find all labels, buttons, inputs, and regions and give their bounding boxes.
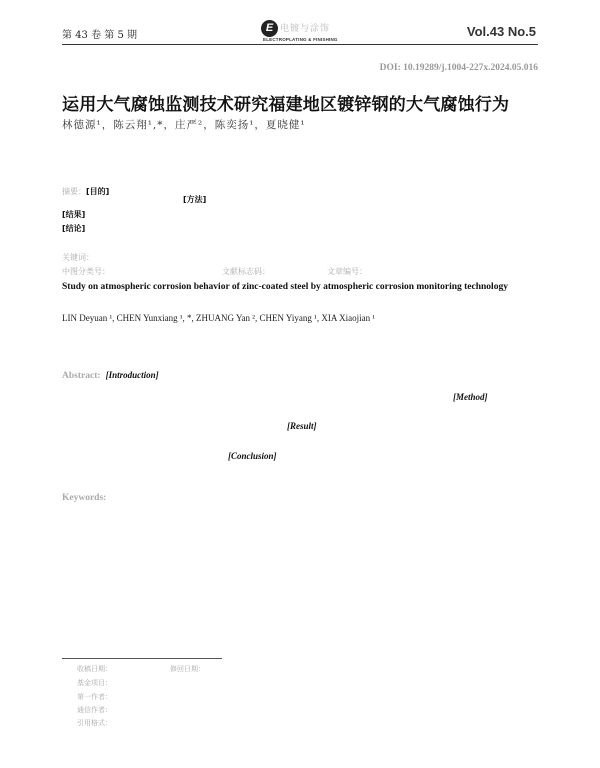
footnote-divider [62,658,222,659]
paper-title-en: Study on atmospheric corrosion behavior of zinc-coated steel by atmospheric corrosion monitoring technology [62,282,508,292]
abstract-cn-purpose: [目的] [86,187,110,196]
clc-label: 中图分类号： [62,267,110,276]
keywords-cn-label: 关键词： [62,253,94,262]
logo-subtitle: ELECTROPLATING & FINISHING [263,37,338,42]
abstract-en-result: [Result] [287,421,317,431]
header-divider [62,44,538,45]
abstract-cn-result: [结果] [62,210,86,219]
revised-date-label: 修回日期： [170,665,205,673]
authors-en: LIN Deyuan ¹, CHEN Yunxiang ¹, *, ZHUANG Yan ², CHEN Yiyang ¹, XIA Xiaojian ¹ [62,313,376,323]
issue-label: 第 43 卷 第 5 期 [62,30,137,41]
abstract-cn-first-line [62,179,109,198]
abstract-en-label: Abstract: [62,371,101,381]
citation-format-label: 引用格式： [77,719,112,727]
logo-title: 电镀与涂饰 [280,24,331,34]
paper-title-cn: 运用大气腐蚀监测技术研究福建地区镀锌钢的大气腐蚀行为 [62,95,510,115]
logo-e-icon: E [261,20,278,37]
first-author-label: 第一作者： [77,693,112,701]
corresponding-author-label: 通信作者： [77,706,112,714]
abstract-cn-method: [方法] [183,195,207,204]
abstract-en-method: [Method] [453,392,488,402]
abstract-cn-label: 摘要： [62,187,86,196]
volume-label: Vol.43 No.5 [466,24,536,39]
abstract-en-first-line [62,363,159,382]
received-date-label: 收稿日期： [77,665,112,673]
authors-cn: 林德源¹，陈云翔¹,*，庄严²，陈奕扬¹，夏晓健¹ [62,119,306,131]
doi: DOI: 10.19289/j.1004-227x.2024.05.016 [379,63,538,73]
abstract-en-conclusion: [Conclusion] [228,451,277,461]
doc-code-label: 文献标志码： [222,267,270,276]
journal-logo [261,20,341,46]
article-no-label: 文章编号： [327,267,367,276]
keywords-en-label: Keywords: [62,493,107,503]
fund-label: 基金项目： [77,679,112,687]
abstract-en-introduction: [Introduction] [105,370,159,380]
abstract-cn-conclusion: [结论] [62,224,86,233]
